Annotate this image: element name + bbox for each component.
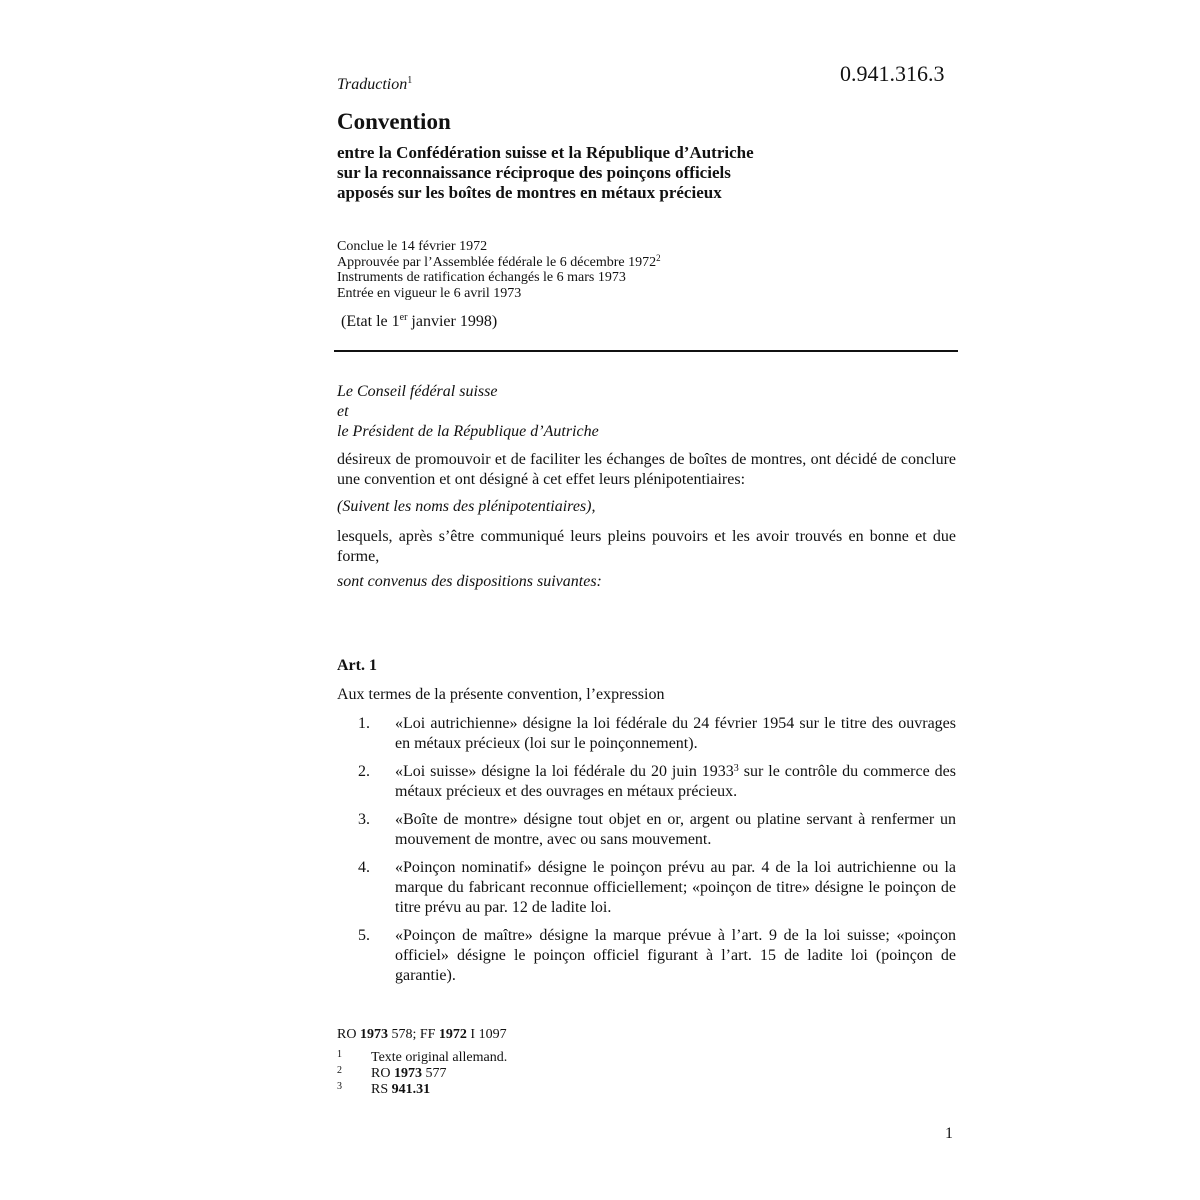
- list-item: 1. «Loi autrichienne» désigne la loi fédérale du 24 février 1954 sur le titre des ouvrages en métaux précieux (loi sur le poinçonnement).: [358, 715, 956, 752]
- footnote-ref[interactable]: 2: [656, 252, 661, 263]
- definitions-list: [337, 714, 956, 994]
- entry-date: Entrée en vigueur le 6 avril 1973: [337, 285, 522, 301]
- footnote: 2 RO 1973 577: [337, 1065, 447, 1081]
- article-intro: Aux termes de la présente convention, l’expression: [337, 686, 665, 703]
- list-item: 3. «Boîte de montre» désigne tout objet en or, argent ou platine servant à renfermer un mouvement de montre, avec ou sans mouvement.: [358, 811, 956, 848]
- state-date: (Etat le 1er janvier 1998): [341, 312, 498, 330]
- document-title: Convention: [337, 109, 451, 134]
- approved-date: Approuvée par l’Assemblée fédérale le 6 décembre 1972$^2$: [337, 252, 661, 270]
- publication-reference: RO 1973 578; FF 1972 I 1097: [337, 1027, 507, 1042]
- article-heading: Art. 1: [337, 657, 377, 674]
- footnote: 1 Texte original allemand.: [337, 1049, 508, 1065]
- footnote-ref[interactable]: 3: [733, 763, 739, 774]
- contracting-parties: Le Conseil fédéral suisse et le Président de la République d’Autriche: [337, 383, 599, 440]
- footnote-ref[interactable]: 1: [407, 75, 413, 86]
- concluded-date: Conclue le 14 février 1972: [337, 239, 488, 254]
- preamble-paragraph: lesquels, après s’être communiqué leurs pleins pouvoirs et les avoir trouvés en bonne et due forme,: [337, 528, 956, 565]
- document-metadata: [337, 239, 977, 301]
- translation-label: Traduction$^1$: [337, 75, 413, 93]
- ratification-date: Instruments de ratification échangés le 6 mars 1973: [337, 270, 626, 285]
- list-item: 4. «Poinçon nominatif» désigne le poinçon prévu au par. 4 de la loi autrichienne ou la marque du fabricant reconnue officiellement; «poinçon de titre» désigne le poinçon de titre prévu au par. 12 de ladite loi.: [358, 859, 956, 916]
- footnote: 3 RS 941.31: [337, 1081, 431, 1097]
- sr-number: 0.941.316.3: [840, 61, 945, 86]
- preamble-paragraph: désireux de promouvoir et de faciliter les échanges de boîtes de montres, ont décidé de conclure une convention et ont désigné à cet effet leurs plénipotentiaires:: [337, 451, 956, 488]
- list-item: 5. «Poinçon de maître» désigne la marque prévue à l’art. 9 de la loi suisse; «poinçon officiel» désigne le poinçon officiel figurant à l’art. 15 de ladite loi (poinçon de garantie).: [358, 927, 956, 984]
- divider: [334, 350, 958, 352]
- document-subtitle: entre la Confédération suisse et la République d’Autriche sur la reconnaissance réciproque des poinçons officiels apposés sur les boîtes de montres en métaux précieux: [337, 143, 754, 202]
- preamble-paragraph: sont convenus des dispositions suivantes:: [337, 573, 602, 590]
- list-item: 2. «Loi suisse» désigne la loi fédérale du 20 juin 1933$^3$ sur le contrôle du commerce des métaux précieux et des ouvrages en métaux précieux.: [358, 763, 957, 800]
- preamble-paragraph: (Suivent les noms des plénipotentiaires),: [337, 498, 596, 515]
- page-number: 1: [945, 1125, 953, 1142]
